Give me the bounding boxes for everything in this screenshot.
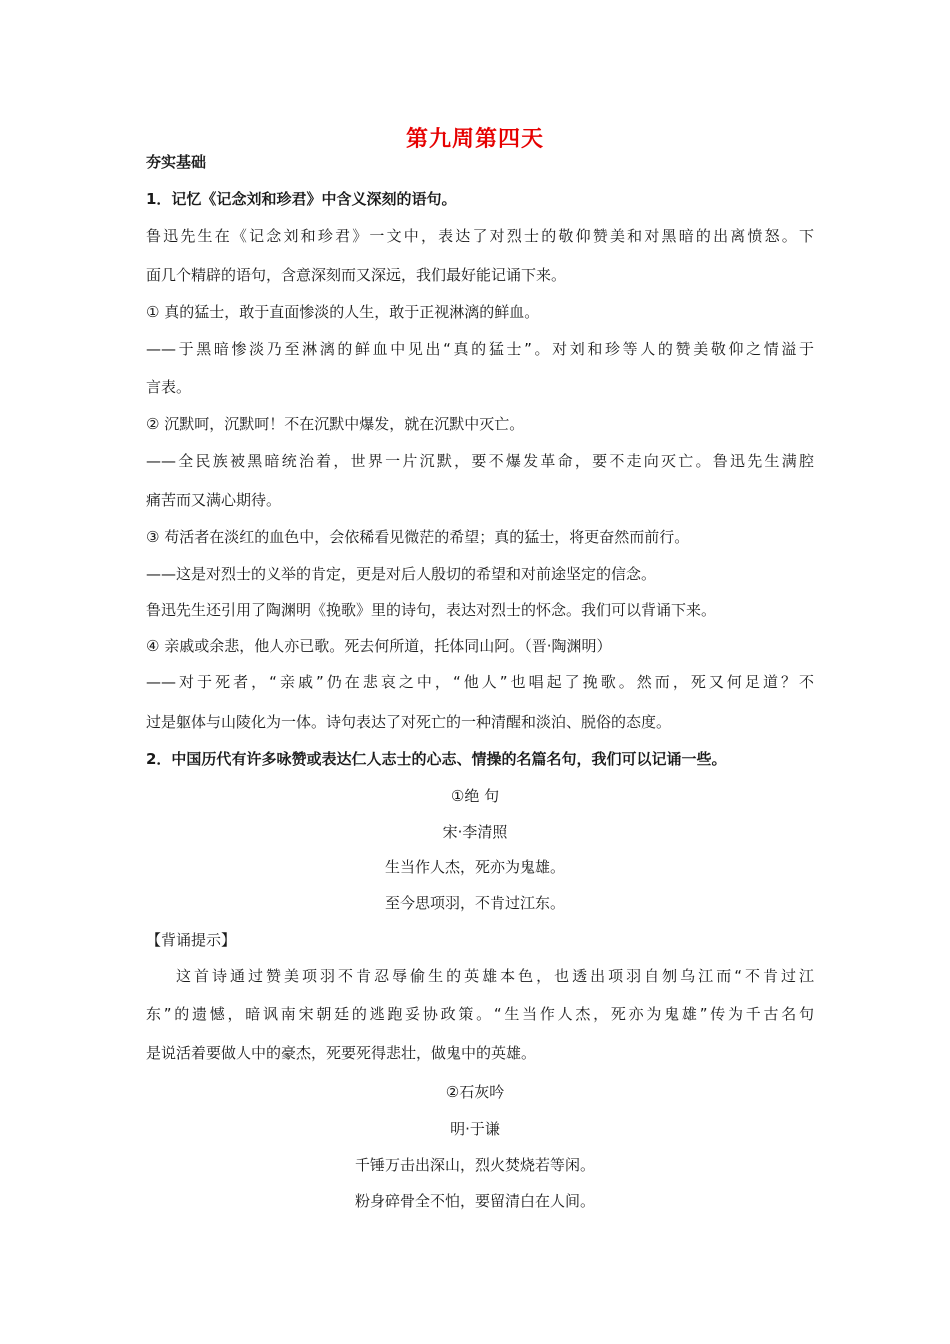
tip-line-3: 是说活着要做人中的豪杰，死要死得悲壮，做鬼中的英雄。 (146, 1044, 537, 1062)
intro-line-1: 鲁迅先生在《记念刘和珍君》一文中，表达了对烈士的敬仰赞美和对黑暗的出离愤怒。下 (146, 227, 814, 245)
poem-2-line-2: 粉身碎骨全不怕，要留清白在人间。 (354, 1192, 595, 1210)
poem-1-line-2: 至今思项羽，不肯过江东。 (384, 894, 565, 912)
question-1: 1．记忆《记念刘和珍君》中含义深刻的语句。 (146, 190, 457, 208)
recitation-tip-label: 【背诵提示】 (146, 931, 237, 949)
comment-1-line-2: 言表。 (146, 378, 192, 396)
poem-1-line-1: 生当作人杰，死亦为鬼雄。 (384, 858, 565, 876)
comment-2-line-2: 痛苦而又满心期待。 (146, 491, 282, 509)
intro-line-2: 面几个精辟的语句，含意深刻而又深远，我们最好能记诵下来。 (146, 266, 567, 284)
tip-line-2: 东”的遗憾，暗讽南宋朝廷的逃跑妥协政策。“生当作人杰，死亦为鬼雄”传为千古名句 (146, 1005, 814, 1023)
comment-2-line-1: ——全民族被黑暗统治着，世界一片沉默，要不爆发革命，要不走向灭亡。鲁迅先生满腔 (146, 452, 814, 470)
quote-4: ④ 亲戚或余悲，他人亦已歌。死去何所道，托体同山阿。（晋·陶渊明） (146, 637, 612, 655)
page-title: 第九周第四天 (405, 127, 544, 152)
poem-1-author: 宋·李清照 (442, 823, 508, 841)
quote-3: ③ 苟活者在淡红的血色中，会依稀看见微茫的希望；真的猛士，将更奋然而前行。 (146, 528, 690, 546)
poem-2-author: 明·于谦 (450, 1120, 500, 1138)
quote-2: ② 沉默呵，沉默呵！不在沉默中爆发，就在沉默中灭亡。 (146, 415, 525, 433)
comment-4-line-1: ——对于死者，“亲戚”仍在悲哀之中，“他人”也唱起了挽歌。然而，死又何足道？不 (146, 673, 814, 691)
poem-2-title: ②石灰吟 (445, 1083, 505, 1101)
section-heading: 夯实基础 (146, 153, 207, 171)
poem-1-title: ①绝 句 (450, 787, 500, 805)
comment-4-line-2: 过是躯体与山陵化为一体。诗句表达了对死亡的一种清醒和淡泊、脱俗的态度。 (146, 713, 672, 731)
comment-3: ——这是对烈士的义举的肯定，更是对后人殷切的希望和对前途坚定的信念。 (146, 565, 657, 583)
comment-1-line-1: ——于黑暗惨淡乃至淋漓的鲜血中见出“真的猛士”。对刘和珍等人的赞美敬仰之情溢于 (146, 340, 814, 358)
quote-1: ① 真的猛士，敢于直面惨淡的人生，敢于正视淋漓的鲜血。 (146, 303, 540, 321)
question-2: 2．中国历代有许多咏赞或表达仁人志士的心志、情操的名篇名句，我们可以记诵一些。 (146, 750, 727, 768)
poem-2-line-1: 千锤万击出深山，烈火焚烧若等闲。 (354, 1156, 595, 1174)
tip-line-1: 这首诗通过赞美项羽不肯忍辱偷生的英雄本色，也透出项羽自刎乌江而“不肯过江 (176, 967, 814, 985)
note-line: 鲁迅先生还引用了陶渊明《挽歌》里的诗句，表达对烈士的怀念。我们可以背诵下来。 (146, 601, 717, 619)
